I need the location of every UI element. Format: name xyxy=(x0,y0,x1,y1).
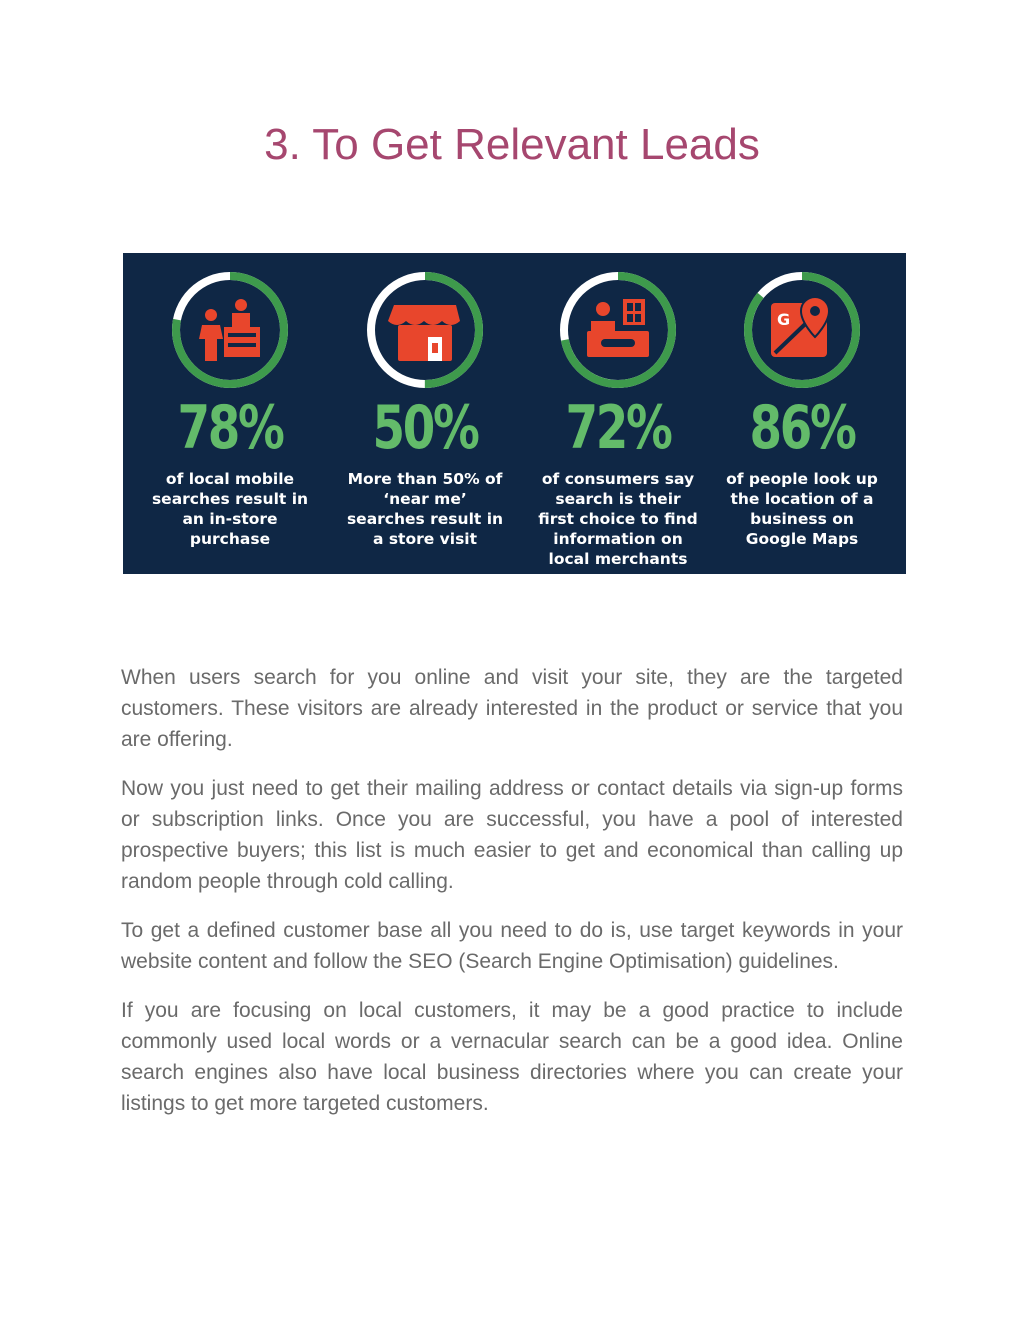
stat-percent: 50% xyxy=(372,393,478,463)
merchant-counter-icon xyxy=(587,299,649,357)
stat-line: Google Maps xyxy=(745,530,859,548)
stat-google-maps xyxy=(712,253,892,574)
stat-line: of people look up xyxy=(726,470,878,488)
stat-in-store-purchase xyxy=(140,253,320,574)
stat-line: ‘near me’ xyxy=(383,490,467,508)
stat-line: a store visit xyxy=(372,530,478,548)
stat-line: purchase xyxy=(189,530,271,548)
stat-description xyxy=(140,469,320,549)
stat-description xyxy=(528,469,708,569)
stat-store-visit xyxy=(335,253,515,574)
stat-line: search is their xyxy=(555,490,681,508)
local-search-infographic xyxy=(123,253,906,574)
stat-line: of local mobile xyxy=(165,470,295,488)
progress-ring xyxy=(557,269,679,391)
svg-text:G: G xyxy=(777,310,791,329)
article-body xyxy=(121,662,903,1137)
google-maps-icon xyxy=(771,297,829,357)
progress-ring xyxy=(741,269,863,391)
stat-search-first-choice xyxy=(528,253,708,574)
page-title: 3. To Get Relevant Leads xyxy=(264,120,760,169)
stat-line: of consumers say xyxy=(541,470,695,488)
paragraph: If you are focusing on local customers, it may be a good practice to include commonly used local words or a vernacular search can be a good idea. Online search engines also have local business directories where you can create your listings to get more targeted customers. xyxy=(121,999,903,1115)
stat-line: information on xyxy=(553,530,683,548)
progress-ring xyxy=(364,269,486,391)
stat-line: first choice to find xyxy=(538,510,698,528)
progress-ring xyxy=(169,269,291,391)
stat-description xyxy=(712,469,892,549)
stat-line: an in-store xyxy=(182,510,278,528)
stat-percent: 78% xyxy=(177,393,283,463)
stat-line: the location of a xyxy=(730,490,874,508)
stat-percent: 86% xyxy=(749,393,855,463)
paragraph: When users search for you online and visit your site, they are the targeted customers. These visitors are already interested in the product or service that you are offering. xyxy=(121,666,903,751)
stat-description xyxy=(335,469,515,549)
stat-line: searches result in xyxy=(151,490,309,508)
stat-line: More than 50% of xyxy=(347,470,503,488)
stat-line: searches result in xyxy=(346,510,504,528)
storefront-icon xyxy=(388,305,460,361)
stat-percent: 72% xyxy=(565,393,671,463)
stat-line: business on xyxy=(750,510,854,528)
stat-line: local merchants xyxy=(548,550,688,568)
paragraph: Now you just need to get their mailing address or contact details via sign-up forms or subscription links. Once you are successful, you have a pool of interested prospective buyers; this list is much easier to get and economical than calling up random people through cold calling. xyxy=(121,777,903,893)
shopkeeper-customer-icon xyxy=(199,299,260,361)
paragraph: To get a defined customer base all you need to do is, use target keywords in your website content and follow the SEO (Search Engine Optimisation) guidelines. xyxy=(121,919,903,973)
